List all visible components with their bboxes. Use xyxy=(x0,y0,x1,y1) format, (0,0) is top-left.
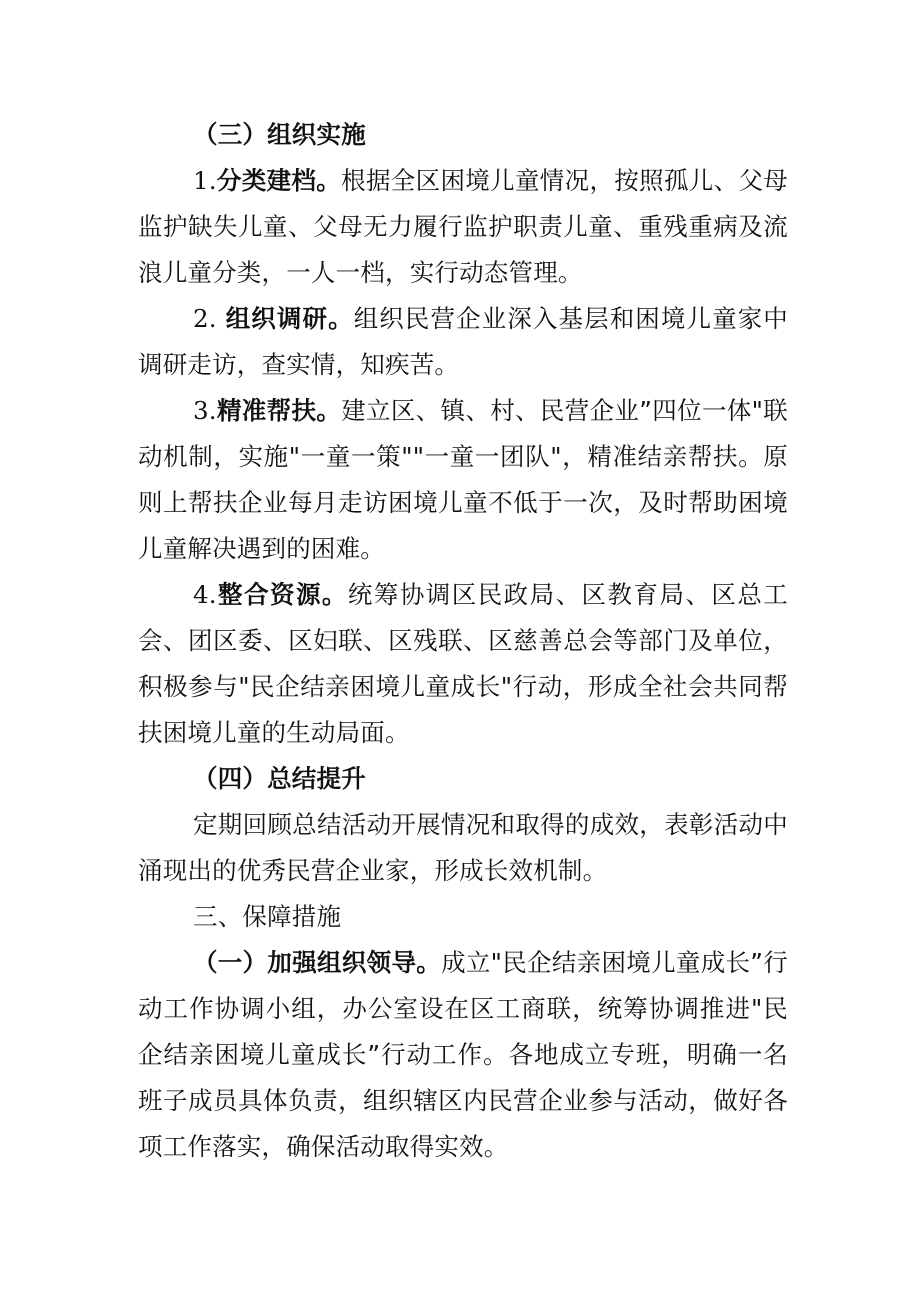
summary-paragraph: 定期回顾总结活动开展情况和取得的成效，表彰活动中涌现出的优秀民营企业家，形成长效机制。 xyxy=(138,810,788,885)
item-1-separator: . xyxy=(208,166,217,195)
item-4-text: 统筹协调区民政局、区教育局、区总工会、团区委、区妇联、区残联、区慈善总会等部门及单位，积极参与"民企结亲困境儿童成长"行动，形成全社会共同帮扶困境儿童的生动局面。 xyxy=(138,580,789,747)
heading-summary: （四）总结提升 xyxy=(193,764,366,793)
item-1-classify-files xyxy=(138,158,788,296)
item-4-integrate-resources xyxy=(138,572,788,756)
measure-1-title: （一）加强组织领导。 xyxy=(193,948,442,977)
item-1-text: 根据全区困境儿童情况，按照孤儿、父母监护缺失儿童、父母无力履行监护职责儿童、重残重病及流浪儿童分类，一人一档，实行动态管理。 xyxy=(138,166,788,287)
item-2-text: 组织民营企业深入基层和困境儿童家中调研走访，查实情，知疾苦。 xyxy=(138,304,789,379)
item-3-precise-assistance xyxy=(138,388,788,572)
item-2-separator: . xyxy=(208,304,226,333)
measure-1-leadership xyxy=(138,940,788,1170)
item-1-title: 分类建档。 xyxy=(216,166,342,195)
item-4-title: 整合资源。 xyxy=(216,580,348,609)
item-3-separator: . xyxy=(208,396,217,425)
heading-organize-implement: （三）组织实施 xyxy=(193,120,366,149)
item-2-title: 组织调研。 xyxy=(225,304,354,333)
section-guarantee-measures: 三、保障措施 xyxy=(193,902,342,931)
item-3-number: 3 xyxy=(193,396,209,425)
item-3-title: 精准帮扶。 xyxy=(216,396,342,425)
item-4-separator: . xyxy=(208,580,217,609)
item-1-number: 1 xyxy=(193,166,209,195)
item-2-research xyxy=(138,296,788,388)
item-2-number: 2 xyxy=(193,304,209,333)
item-3-text: 建立区、镇、村、民营企业”四位一体"联动机制，实施"一童一策""一童一团队"，精准结亲帮扶。原则上帮扶企业每月走访困境儿童不低于一次，及时帮助困境儿童解决遇到的困难。 xyxy=(138,396,788,563)
measure-1-text: 成立"民企结亲困境儿童成长”行动工作协调小组，办公室设在区工商联，统筹协调推进"民企结亲困境儿童成长”行动工作。各地成立专班，明确一名班子成员具体负责，组织辖区内民营企业参与活动，做好各项工作落实，确保活动取得实效。 xyxy=(138,948,788,1161)
item-4-number: 4 xyxy=(193,580,209,609)
